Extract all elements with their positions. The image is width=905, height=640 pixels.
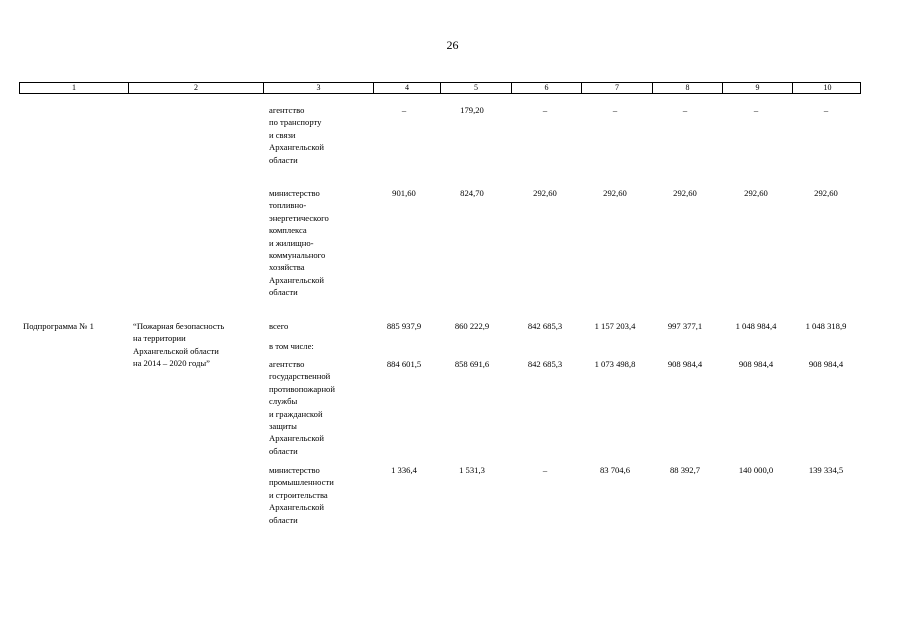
- subprogram-cell: Подпрограмма № 1: [23, 321, 94, 331]
- executor-cell: министерство промышленности и строительства Архангельской области: [269, 465, 334, 525]
- value-cell: 997 377,1: [667, 321, 703, 331]
- value-cell: 292,60: [814, 188, 838, 198]
- value-cell: 1 048 984,4: [735, 321, 777, 331]
- header-cell: 9: [722, 83, 792, 93]
- value-cell: 1 048 318,9: [805, 321, 847, 331]
- header-cell: 1: [72, 83, 76, 92]
- executor-cell: агентство государственной противопожарной службы и гражданской защиты Архангельской области: [269, 359, 335, 456]
- value-cell: 292,60: [744, 188, 768, 198]
- value-cell: 885 937,9: [386, 321, 422, 331]
- value-cell: 842 685,3: [527, 321, 563, 331]
- value-cell: 139 334,5: [808, 465, 844, 475]
- value-cell: 1 336,4: [391, 465, 417, 475]
- value-cell: 292,60: [673, 188, 697, 198]
- value-cell: 1 157 203,4: [594, 321, 636, 331]
- header-cell: 2: [128, 83, 263, 93]
- value-cell: 858 691,6: [454, 359, 490, 369]
- value-cell: 88 392,7: [669, 465, 701, 475]
- value-cell: 140 000,0: [738, 465, 774, 475]
- executor-cell: агентство по транспорту и связи Архангельской области: [269, 105, 324, 165]
- executor-cell: в том числе:: [269, 341, 314, 351]
- executor-cell: министерство топливно- энергетического комплекса и жилищно- коммунального хозяйства Архангельской области: [269, 188, 329, 298]
- value-cell: 292,60: [603, 188, 627, 198]
- subprogram-title-cell: “Пожарная безопасность на территории Архангельской области на 2014 – 2020 годы”: [133, 321, 225, 369]
- value-cell: 179,20: [460, 105, 484, 115]
- value-cell: 901,60: [392, 188, 416, 198]
- header-cell: 4: [373, 83, 440, 93]
- value-cell: 842 685,3: [527, 359, 563, 369]
- value-cell: 1 073 498,8: [594, 359, 636, 369]
- header-cell: 10: [792, 83, 862, 93]
- value-cell: –: [753, 105, 759, 115]
- value-cell: 908 984,4: [667, 359, 703, 369]
- header-cell: 5: [440, 83, 511, 93]
- value-cell: 908 984,4: [808, 359, 844, 369]
- header-cell: 8: [652, 83, 722, 93]
- header-cell: 3: [263, 83, 373, 93]
- value-cell: –: [823, 105, 829, 115]
- value-cell: 292,60: [533, 188, 557, 198]
- header-cell: 6: [511, 83, 581, 93]
- page-number: 26: [446, 38, 459, 52]
- value-cell: 884 601,5: [386, 359, 422, 369]
- value-cell: 908 984,4: [738, 359, 774, 369]
- value-cell: –: [542, 105, 548, 115]
- value-cell: 824,70: [460, 188, 484, 198]
- table-header: [19, 82, 861, 94]
- value-cell: –: [682, 105, 688, 115]
- value-cell: –: [401, 105, 407, 115]
- value-cell: –: [612, 105, 618, 115]
- value-cell: –: [542, 465, 548, 475]
- value-cell: 860 222,9: [454, 321, 490, 331]
- executor-cell: всего: [269, 321, 289, 331]
- header-cell: 7: [581, 83, 652, 93]
- value-cell: 83 704,6: [599, 465, 631, 475]
- value-cell: 1 531,3: [459, 465, 485, 475]
